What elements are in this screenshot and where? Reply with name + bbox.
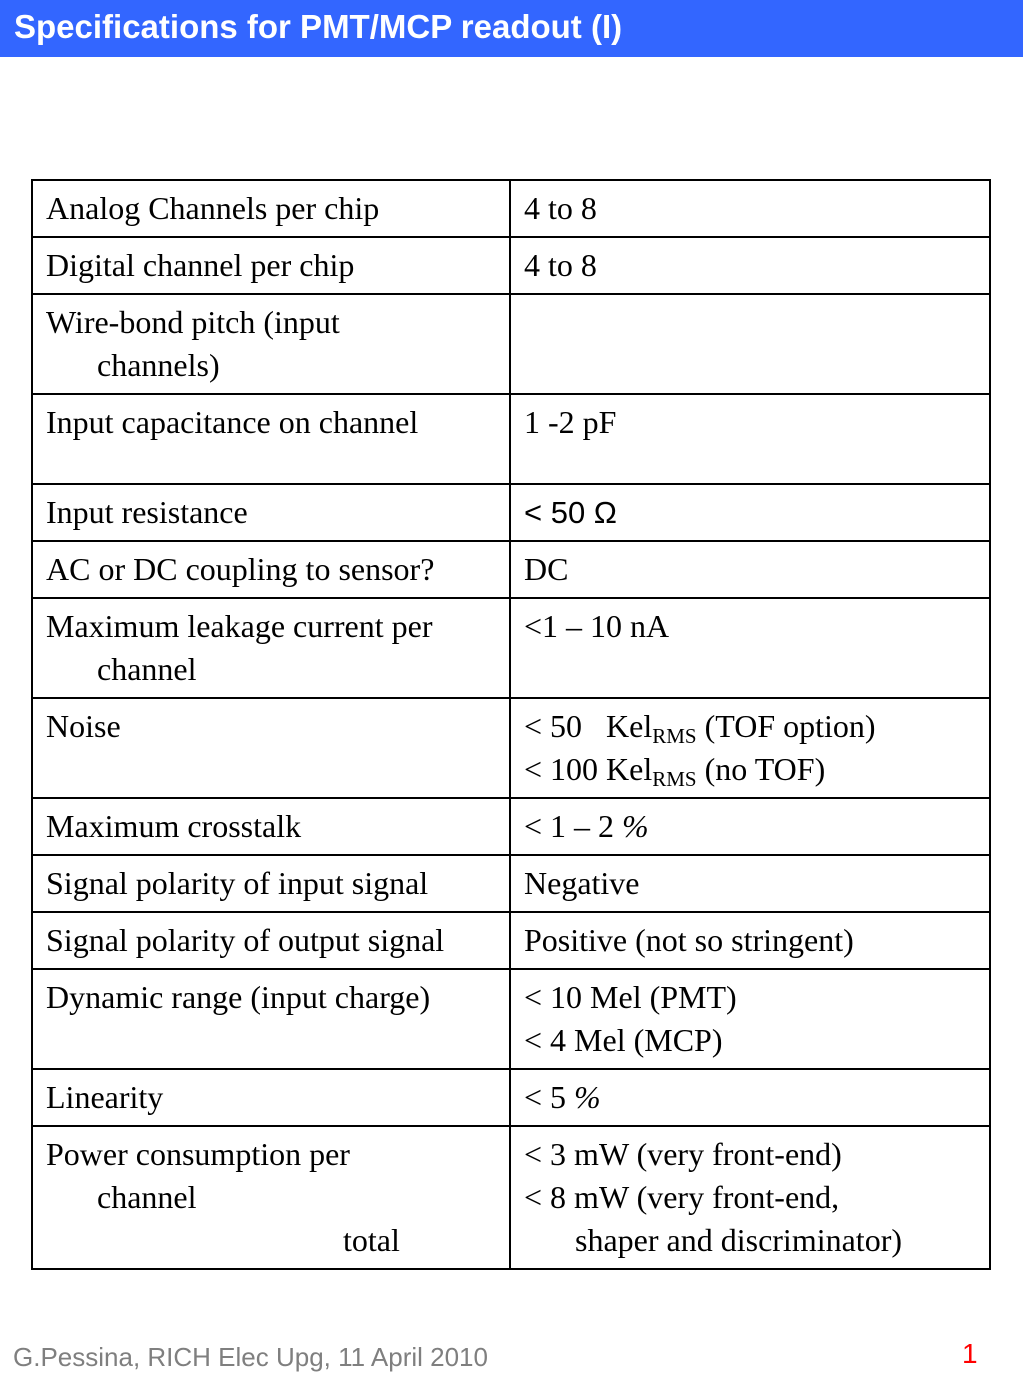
param-label: Analog Channels per chip xyxy=(46,190,380,226)
param-cell xyxy=(32,294,510,394)
specifications-table xyxy=(31,179,991,1270)
table-row xyxy=(32,598,990,698)
param-cell xyxy=(32,698,510,798)
value-label: < 50 Ω xyxy=(524,495,617,530)
param-cell xyxy=(32,394,510,484)
param-label-total: total xyxy=(343,1222,400,1258)
value-label: DC xyxy=(524,551,569,587)
value-cell-empty xyxy=(510,294,990,394)
value-label: < 1 – 2 % xyxy=(524,808,649,844)
table-row xyxy=(32,1069,990,1126)
page-number: 1 xyxy=(962,1338,978,1369)
value-cell xyxy=(510,237,990,294)
param-cell xyxy=(32,912,510,969)
param-label: Signal polarity of input signal xyxy=(46,865,429,901)
param-label: Wire-bond pitch (input xyxy=(46,304,340,340)
param-cell xyxy=(32,969,510,1069)
table-row xyxy=(32,541,990,598)
param-label: Digital channel per chip xyxy=(46,247,355,283)
value-cell xyxy=(510,541,990,598)
rms-subscript: RMS xyxy=(652,767,697,791)
value-cell xyxy=(510,855,990,912)
param-label-continued: channels) xyxy=(97,347,220,383)
value-cell xyxy=(510,598,990,698)
param-cell xyxy=(32,1069,510,1126)
param-label: Input capacitance on channel xyxy=(46,404,419,440)
value-cell xyxy=(510,394,990,484)
value-label: <1 – 10 nA xyxy=(524,608,670,644)
param-label: Power consumption per xyxy=(46,1136,350,1172)
table-row xyxy=(32,1126,990,1269)
param-label: Input resistance xyxy=(46,494,248,530)
percent-sign: % xyxy=(622,808,649,844)
table-row xyxy=(32,237,990,294)
rms-subscript: RMS xyxy=(652,724,697,748)
value-label: < 8 mW (very front-end, xyxy=(524,1179,840,1215)
value-cell xyxy=(510,1069,990,1126)
param-label: Maximum leakage current per xyxy=(46,608,433,644)
table-row xyxy=(32,912,990,969)
percent-sign: % xyxy=(574,1079,601,1115)
value-label: Positive (not so stringent) xyxy=(524,922,854,958)
value-label: < 3 mW (very front-end) xyxy=(524,1136,842,1172)
param-cell xyxy=(32,598,510,698)
table-row xyxy=(32,855,990,912)
value-label: Negative xyxy=(524,865,640,901)
param-label: Signal polarity of output signal xyxy=(46,922,445,958)
title-bar xyxy=(0,0,1023,57)
table-row xyxy=(32,294,990,394)
table-row xyxy=(32,394,990,484)
value-cell xyxy=(510,798,990,855)
value-label: < 5 % xyxy=(524,1079,601,1115)
footer-credit: G.Pessina, RICH Elec Upg, 11 April 2010 xyxy=(13,1342,488,1372)
param-label: Noise xyxy=(46,708,121,744)
param-cell xyxy=(32,855,510,912)
param-label: Linearity xyxy=(46,1079,164,1115)
value-label: 4 to 8 xyxy=(524,190,597,226)
param-label: Maximum crosstalk xyxy=(46,808,302,844)
value-label: < 10 Mel (PMT) xyxy=(524,979,737,1015)
param-label: AC or DC coupling to sensor? xyxy=(46,551,435,587)
param-cell xyxy=(32,484,510,541)
table-row xyxy=(32,798,990,855)
noise-line-tof: < 50 Kel$_{RMS}$ (TOF option) xyxy=(524,708,876,748)
value-cell xyxy=(510,912,990,969)
value-cell xyxy=(510,698,990,798)
param-cell xyxy=(32,180,510,237)
value-label: 1 -2 pF xyxy=(524,404,617,440)
param-cell xyxy=(32,1126,510,1269)
slide-title: Specifications for PMT/MCP readout (I) xyxy=(14,8,623,45)
table-row xyxy=(32,969,990,1069)
param-cell xyxy=(32,798,510,855)
param-cell xyxy=(32,541,510,598)
table-row xyxy=(32,698,990,798)
param-label: Dynamic range (input charge) xyxy=(46,979,431,1015)
value-cell xyxy=(510,969,990,1069)
param-cell xyxy=(32,237,510,294)
noise-line-no-tof: < 100 Kel$_{RMS}$ (no TOF) xyxy=(524,751,826,791)
value-cell xyxy=(510,484,990,541)
table-row xyxy=(32,484,990,541)
param-label-continued: channel xyxy=(97,651,197,687)
value-label-continued: shaper and discriminator) xyxy=(575,1222,902,1258)
value-cell xyxy=(510,180,990,237)
value-cell xyxy=(510,1126,990,1269)
param-label-continued: channel xyxy=(97,1179,197,1215)
value-label: 4 to 8 xyxy=(524,247,597,283)
value-label: < 4 Mel (MCP) xyxy=(524,1022,723,1058)
table-row xyxy=(32,180,990,237)
